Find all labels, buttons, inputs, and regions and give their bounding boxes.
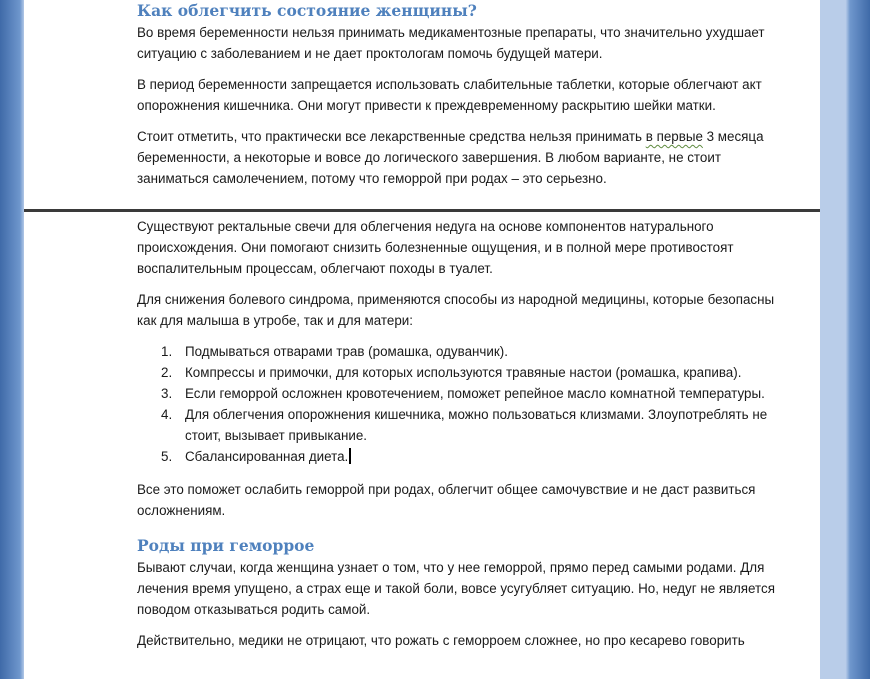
list-item-text: Сбалансированная диета. — [185, 449, 349, 464]
list-item-text: Для облегчения опорожнения кишечника, можно пользоваться клизмами. Злоупотреблять не стоит, вызывает привыкание. — [185, 407, 768, 443]
paragraph-text: 3 месяца беременности, а некоторые и вовсе до логического завершения. В любом варианте, не стоит заниматься самолечением, потому что геморрой при родах – это серьезно. — [137, 129, 764, 186]
paragraph: В период беременности запрещается использовать слабительные таблетки, которые облегчают акт опорожнения кишечника. Они могут привести к преждевременному раскрытию шейки матки. — [137, 77, 762, 113]
paragraph — [137, 126, 777, 189]
list-item — [137, 404, 777, 446]
paragraph: Во время беременности нельзя принимать медикаментозные препараты, что значительно ухудшает ситуацию с заболеванием и не дает проктологам помочь будущей матери. — [137, 25, 765, 61]
list-item — [137, 383, 777, 404]
list-item-text: Компрессы и примочки, для которых используются травяные настои (ромашка, крапива). — [185, 365, 742, 380]
list-item-text: Подмываться отварами трав (ромашка, одуванчик). — [185, 344, 508, 359]
list-number: 5. — [161, 449, 173, 464]
text-cursor — [349, 448, 351, 464]
list-item — [137, 446, 777, 467]
paragraph: Для снижения болевого синдрома, применяются способы из народной медицины, которые безопасны как для малыша в утробе, так и для матери: — [137, 292, 775, 328]
document-page-top[interactable] — [24, 0, 820, 210]
list-number: 3. — [161, 386, 173, 401]
section-heading: Как облегчить состояние женщины? — [137, 1, 477, 20]
section-heading: Роды при геморрое — [137, 536, 315, 555]
list-number: 2. — [161, 365, 173, 380]
paragraph: Бывают случаи, когда женщина узнает о том, что у нее геморрой, прямо перед самыми родами. Для лечения время упущено, а страх еще и такой боли, вовсе усугубляет ситуацию. Но, недуг не является поводом отказываться родить самой. — [137, 560, 775, 617]
numbered-list — [137, 341, 777, 467]
paragraph: Действительно, медики не отрицают, что рожать с геморроем сложнее, но про кесарево говорить — [137, 633, 745, 648]
list-number: 4. — [161, 407, 173, 422]
paragraph-text: Стоит отметить, что практически все лекарственные средства нельзя принимать — [137, 129, 646, 144]
list-number: 1. — [161, 344, 173, 359]
list-item — [137, 362, 777, 383]
paragraph: Все это поможет ослабить геморрой при родах, облегчит общее самочувствие и не даст развиться осложнениям. — [137, 482, 756, 518]
list-item — [137, 341, 777, 362]
grammar-flagged-text[interactable]: в первые — [645, 129, 703, 144]
document-page-bottom[interactable] — [24, 212, 820, 679]
list-item-text: Если геморрой осложнен кровотечением, поможет репейное масло комнатной температуры. — [185, 386, 765, 401]
paragraph: Существуют ректальные свечи для облегчения недуга на основе компонентов натурального происхождения. Они помогают снизить болезненные ощущения, и в полной мере противостоят воспалительным процессам, облегчают походы в туалет. — [137, 219, 734, 276]
